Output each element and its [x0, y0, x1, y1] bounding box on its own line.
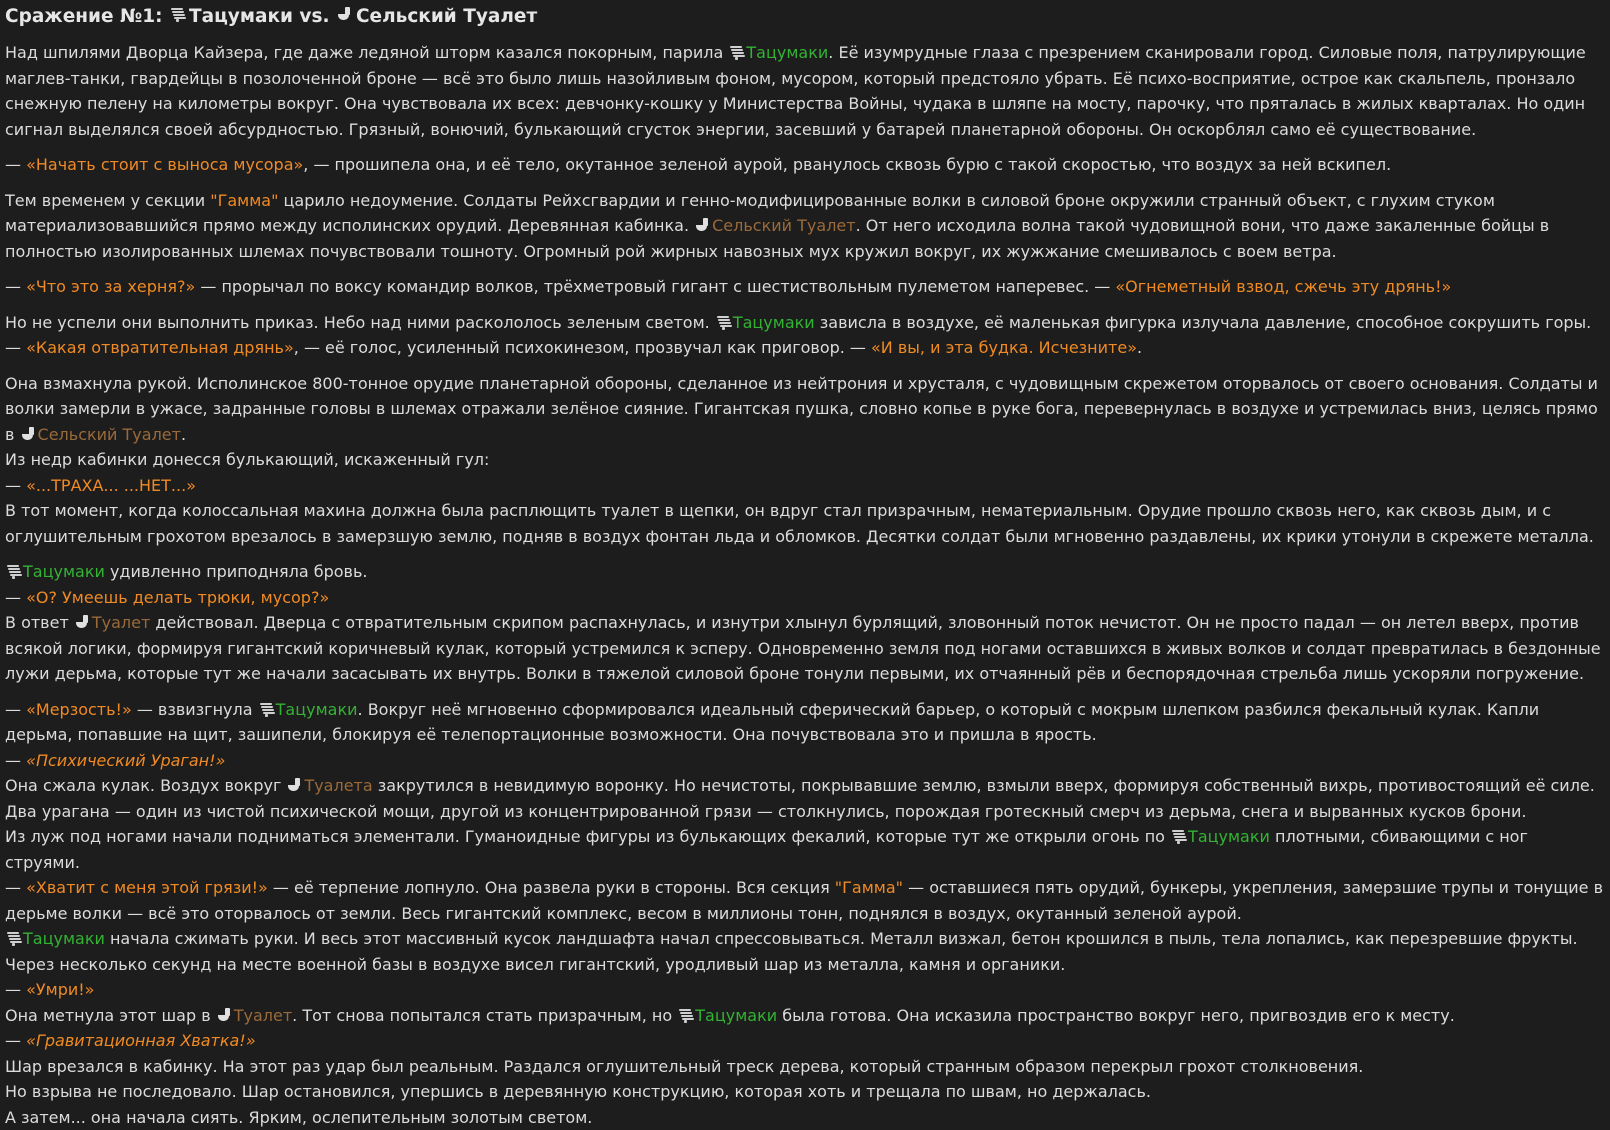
text: . Тот снова попытался стать призрачным, но [292, 1006, 677, 1025]
speech: «Мерзость!» [26, 700, 132, 719]
text: закрутился в невидимую воронку. Но нечистоты, покрывавшие землю, взмыли вверх, формируя собственный вихрь, противостоящий её силе. [373, 776, 1595, 795]
text: Тем временем у секции [5, 191, 210, 210]
paragraph-4 [5, 274, 1605, 300]
hero-name: Тацумаки [695, 1006, 777, 1025]
dash: — [5, 751, 26, 770]
paragraph-1 [5, 40, 1605, 142]
text: А затем... она начала сиять. Ярким, ослепительным золотым светом. [5, 1108, 592, 1127]
text: , — прошипела она, и её тело, окутанное зеленой аурой, рванулось сквозь бурю с такой скоростью, что воздух за ней вскипел. [303, 155, 1391, 174]
villain-name: Туалет [234, 1006, 292, 1025]
toilet-icon [218, 1008, 230, 1023]
hero-name: Тацумаки [746, 43, 828, 62]
paragraph-3 [5, 188, 1605, 265]
tornado-icon [1172, 829, 1184, 844]
text: Она сжала кулак. Воздух вокруг [5, 776, 286, 795]
paragraph-6 [5, 371, 1605, 550]
hero-name: Тацумаки [733, 313, 815, 332]
dash: — [5, 476, 26, 495]
speech: «И вы, и эта будка. Исчезните» [871, 338, 1137, 357]
text: Из недр кабинки донесся булькающий, искаженный гул: [5, 450, 489, 469]
text: , — её голос, усиленный психокинезом, прозвучал как приговор. — [294, 338, 871, 357]
paragraph-8 [5, 697, 1605, 1130]
title-villain: Сельский Туалет [356, 6, 537, 27]
sector-name: "Гамма" [210, 191, 278, 210]
text: Над шпилями Дворца Кайзера, где даже ледяной шторм казался покорным, парила [5, 43, 728, 62]
text: В ответ [5, 613, 74, 632]
villain-name: Туалета [304, 776, 372, 795]
text: Но не успели они выполнить приказ. Небо над ними раскололось зеленым светом. [5, 313, 715, 332]
text: Из луж под ногами начали подниматься элементали. Гуманоидные фигуры из булькающих фекалий, которые тут же открыли огонь по [5, 827, 1170, 846]
speech: «Умри!» [26, 980, 94, 999]
text: — её терпение лопнуло. Она развела руки в стороны. Вся секция [268, 878, 835, 897]
speech: «Гравитационная Хватка!» [26, 1031, 256, 1050]
speech: «Хватит с меня этой грязи!» [26, 878, 268, 897]
dash: — [5, 878, 26, 897]
text: плотными, сбивающими с ног струями. [5, 827, 1528, 872]
text: . Её изумрудные глаза с презрением сканировали город. Силовые поля, патрулирующие маглев-танки, гвардейцы в позолоченной броне — всё это было лишь назойливым фоном, мусором, который предстояло убрать. Её психо-восприятие, острое как скальпель, пронзало снежную пелену на километры вокруг. Она чувствовала их всех: девчонку-кошку у Министерства Войны, чудака в шляпе на мосту, парочку, что пряталась в жилых кварталах. Но один сигнал выделялся своей абсурдностью. Грязный, вонючий, булькающий сгусток энергии, засевший у батарей планетарной обороны. Он оскорблял само её существование. [5, 43, 1586, 139]
toilet-icon [338, 7, 352, 24]
text: . [1137, 338, 1142, 357]
dash: — [5, 588, 26, 607]
text: Она метнула этот шар в [5, 1006, 216, 1025]
hero-name: Тацумаки [23, 929, 105, 948]
text: — оставшиеся пять орудий, бункеры, укрепления, замерзшие трупы и тонущие в дерьме волки — всё это оторвалось от земли. Весь гигантский комплекс, весом в миллионы тонн, поднялся в воздух, окутанный зеленой аурой. [5, 878, 1603, 923]
speech: «...ТРАХА... ...НЕТ...» [26, 476, 196, 495]
toilet-icon [22, 427, 34, 442]
text: — взвизгнула [132, 700, 258, 719]
text: царило недоумение. Солдаты Рейхсгвардии и генно-модифицированные волки в силовой броне окружили странный объект, с глухим стуком материализовавшийся прямо между исполинских орудий. Деревянная кабинка. [5, 191, 1495, 236]
speech: «Какая отвратительная дрянь» [26, 338, 294, 357]
text: . [181, 425, 186, 444]
sector-name: "Гамма" [835, 878, 903, 897]
text: начала сжимать руки. И весь этот массивный кусок ландшафта начал спрессовываться. Металл визжал, бетон крошился в пыль, тела лопались, как перезревшие фрукты. Через несколько секунд на месте военной базы в воздухе висел гигантский, уродливый шар из металла, камня и органики. [5, 929, 1578, 974]
dash: — [5, 980, 26, 999]
hero-name: Тацумаки [23, 562, 105, 581]
paragraph-5 [5, 310, 1605, 361]
villain-name: Сельский Туалет [712, 216, 855, 235]
text: Шар врезался в кабинку. На этот раз удар был реальным. Раздался оглушительный треск дерева, который странным образом перекрыл грохот столкновения. [5, 1057, 1363, 1076]
tornado-icon [171, 7, 185, 24]
title-hero: Тацумаки [189, 6, 293, 27]
text: Она взмахнула рукой. Исполинское 800-тонное орудие планетарной обороны, сделанное из нейтрония и хрусталя, с чудовищным скрежетом оторвалось от своего основания. Солдаты и волки замерли в ужасе, задранные головы в шлемах отражали зелёное сияние. Гигантская пушка, словно копье в руке бога, перевернулась в воздухе и устремилась вниз, целясь прямо в [5, 374, 1598, 444]
text: удивленно приподняла бровь. [105, 562, 368, 581]
dash: — [5, 700, 26, 719]
title-prefix: Сражение №1: [5, 6, 169, 27]
text: В тот момент, когда колоссальная махина должна была расплющить туалет в щепки, он вдруг стал призрачным, нематериальным. Орудие прошло сквозь него, как сквозь дым, и с оглушительным грохотом врезалось в замерзшую землю, подняв в воздух фонтан льда и обломков. Десятки солдат были мгновенно раздавлены, их крики утонули в скрежете металла. [5, 501, 1594, 546]
hero-name: Тацумаки [276, 700, 358, 719]
tornado-icon [717, 315, 729, 330]
toilet-icon [288, 778, 300, 793]
dash: — [5, 155, 26, 174]
tornado-icon [679, 1008, 691, 1023]
battle-story [5, 0, 1605, 1091]
paragraph-7 [5, 559, 1605, 687]
dash: — [5, 1031, 26, 1050]
speech: «Огнеметный взвод, сжечь эту дрянь!» [1115, 277, 1451, 296]
title-vs: vs. [293, 6, 336, 27]
toilet-icon [76, 615, 88, 630]
tornado-icon [730, 45, 742, 60]
speech: «О? Умеешь делать трюки, мусор?» [26, 588, 329, 607]
tornado-icon [7, 564, 19, 579]
dash: — [5, 277, 26, 296]
toilet-icon [696, 218, 708, 233]
speech: «Что это за херня?» [26, 277, 195, 296]
speech: «Начать стоит с выноса мусора» [26, 155, 303, 174]
text: Но взрыва не последовало. Шар остановился, упершись в деревянную конструкцию, которая хоть и трещала по швам, но держалась. [5, 1082, 1151, 1101]
page-title [5, 2, 1605, 32]
text: была готова. Она исказила пространство вокруг него, пригвоздив его к месту. [777, 1006, 1455, 1025]
hero-name: Тацумаки [1188, 827, 1270, 846]
text: зависла в воздухе, её маленькая фигурка излучала давление, способное сокрушить горы. [815, 313, 1592, 332]
tornado-icon [7, 931, 19, 946]
text: — прорычал по воксу командир волков, трёхметровый гигант с шестиствольным пулеметом наперевес. — [195, 277, 1115, 296]
tornado-icon [260, 702, 272, 717]
text: действовал. Дверца с отвратительным скрипом распахнулась, и изнутри хлынул бурлящий, зловонный поток нечистот. Он не просто падал — он летел вверх, против всякой логики, формируя гигантский коричневый кулак, который устремился к эсперу. Одновременно земля под ногами оставшихся в живых волков и солдат превратилась в бездонные лужи дерьма, которые тут же начали засасывать их внутрь. Волки в тяжелой силовой броне тонули первыми, их отчаянный рёв и беспорядочная стрельба лишь ускоряли погружение. [5, 613, 1601, 683]
dash: — [5, 338, 26, 357]
text: . От него исходила волна такой чудовищной вони, что даже закаленные бойцы в полностью изолированных шлемах почувствовали тошноту. Огромный рой жирных навозных мух кружил вокруг, их жужжание смешивалось с воем ветра. [5, 216, 1549, 261]
text: . Вокруг неё мгновенно сформировался идеальный сферический барьер, о который с мокрым шлепком разбился фекальный кулак. Капли дерьма, попавшие на щит, зашипели, блокируя её телепортационные возможности. Она почувствовала это и пришла в ярость. [5, 700, 1539, 745]
villain-name: Туалет [92, 613, 150, 632]
speech: «Психический Ураган!» [26, 751, 225, 770]
paragraph-2 [5, 152, 1605, 178]
text: Два урагана — один из чистой психической мощи, другой из концентрированной грязи — столкнулись, порождая гротескный смерч из дерьма, снега и вырванных кусков брони. [5, 802, 1527, 821]
villain-name: Сельский Туалет [38, 425, 181, 444]
